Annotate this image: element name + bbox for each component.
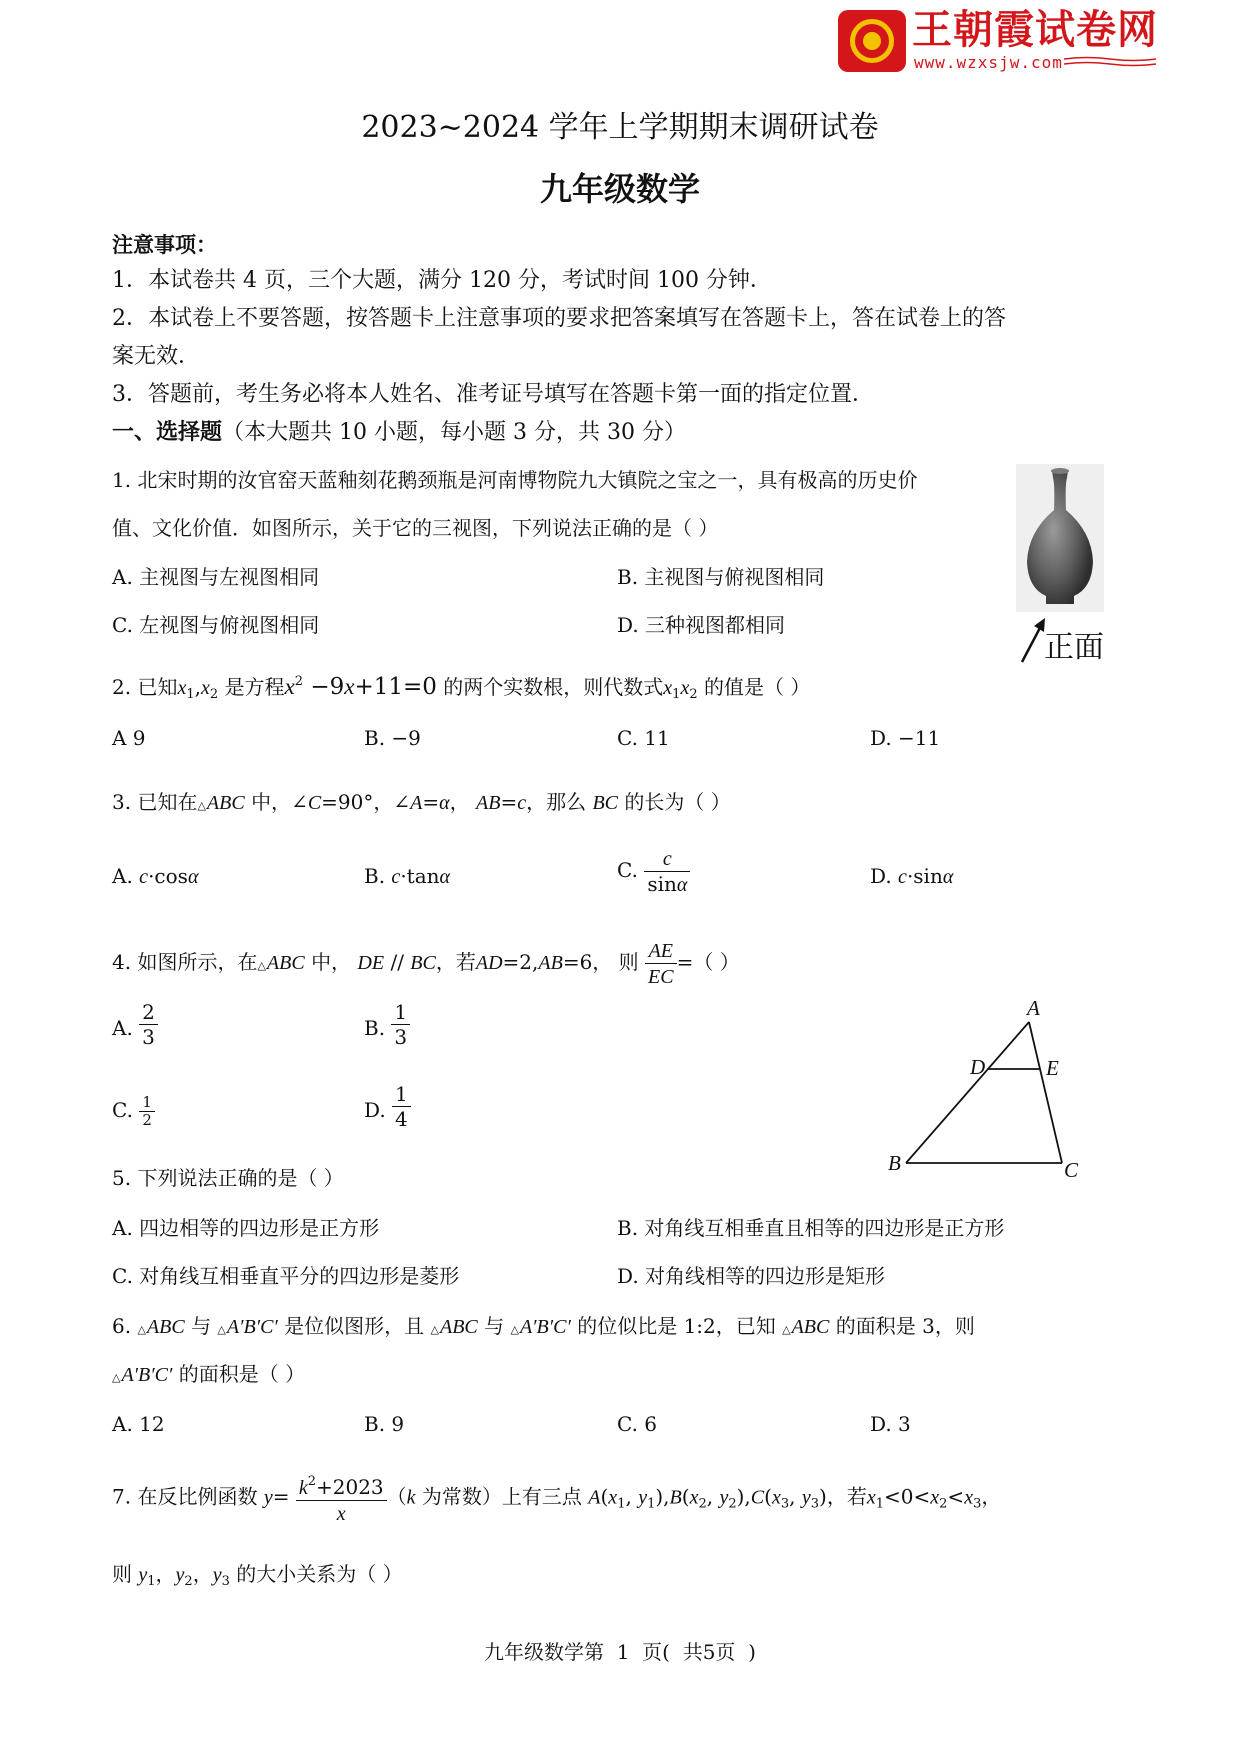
q3-option-c [617, 846, 690, 897]
q6-text-3: 是位似图形，且 [284, 1314, 425, 1338]
q3-option-d: D. c·sinα [870, 864, 954, 888]
q3-option-a: A. c·cosα [112, 864, 199, 888]
q3-text-2: 中， [251, 790, 292, 814]
q6-text-line2: 的面积是（ ） [178, 1362, 306, 1386]
q4-d-label: D. [364, 1098, 386, 1122]
q1-stem-line2: 值、文化价值．如图所示，关于它的三视图，下列说法正确的是（ ） [112, 516, 719, 540]
q5-stem: 5. 下列说法正确的是（ ） [112, 1166, 344, 1190]
q4-triangle-figure [880, 988, 1100, 1180]
q4-option-a [112, 1000, 158, 1049]
q7-function-fraction: $\frac{k^2+2023}{x}$ [296, 1470, 387, 1526]
triangle-side-ab [906, 1022, 1029, 1163]
q6-text-4: 与 [484, 1314, 505, 1338]
q1-option-c: C. 左视图与俯视图相同 [112, 613, 320, 637]
q2-text-1: 2. 已知 [112, 675, 178, 699]
q1-option-a: A. 主视图与左视图相同 [112, 565, 320, 589]
q4-d-den: 4 [395, 1107, 408, 1131]
q5-option-c: C. 对角线互相垂直平分的四边形是菱形 [112, 1264, 460, 1288]
q3-text-4: ， [449, 790, 470, 814]
brand-url: www.wzxsjw.com [914, 53, 1063, 72]
q3-text-1: 3. 已知在 [112, 790, 198, 814]
vase-photo [1016, 464, 1104, 612]
q2-option-c: C. 11 [617, 726, 670, 750]
q2-text-3: 的两个实数根，则代数式 [443, 675, 664, 699]
q6-option-a: A. 12 [112, 1412, 165, 1436]
q6-option-c: C. 6 [617, 1412, 658, 1436]
q4-ae-ec-fraction: $\frac{AE}{EC}$ [645, 938, 677, 989]
q2-text-2: 是方程 [224, 675, 285, 699]
q3-d-label: D. [870, 864, 892, 888]
q7-stem: 7. 在反比例函数 y= $\frac{k^2+2023}{x}$ （k 为常数）上有三点 $A(x_1$, $y_1),B(x_2$, $y_2),C(x_3$, $y_3$)，若$x_1<0<x_2<x_3$， [112, 1470, 1001, 1526]
q6-stem: 6. △ABC 与 △A′B′C′ 是位似图形，且 △ABC 与 △A′B′C′ 的位似比是 1:2，已知 △ABC 的面积是 3，则 [112, 1314, 975, 1338]
q4-c-label: C. [112, 1098, 133, 1122]
brand-name: 王朝霞试卷网 [912, 7, 1158, 53]
section-1-desc: （本大题共 10 小题，每小题 3 分，共 30 分） [222, 420, 686, 445]
q6-stem-line2: △A′B′C′ 的面积是（ ） [112, 1362, 306, 1386]
q1-option-b: B. 主视图与俯视图相同 [617, 565, 825, 589]
q7-text-3: 为常数）上有三点 [421, 1484, 582, 1509]
exam-title: 2023~2024 学年上学期期末调研试卷 [361, 110, 879, 145]
notice-item-2-cont: 案无效． [112, 344, 201, 369]
notice-item-2: 2．本试卷上不要答题，按答题卡上注意事项的要求把答案填写在答题卡上，答在试卷上的答 [112, 306, 1007, 331]
q4-b-num: 1 [391, 1000, 410, 1025]
q6-text-5: 的位似比是 [577, 1314, 678, 1338]
q4-option-c [112, 1094, 155, 1129]
point-c-label: C [1064, 1158, 1079, 1180]
q6-option-b: B. 9 [364, 1412, 405, 1436]
q3-stem: 3. 已知在△ABC 中，∠C=90°，∠A=α， AB=c，那么 BC 的长为（ ） [112, 790, 731, 814]
point-b-label: B [888, 1151, 901, 1175]
q5-option-d: D. 对角线相等的四边形是矩形 [617, 1264, 886, 1288]
section-1-title: 一、选择题 [112, 420, 223, 445]
q4-stem: 4. 如图所示，在△ABC 中， DE // BC，若AD=2,AB=6， 则 $\frac{AE}{EC}$ =（ ） [112, 940, 740, 988]
notice-item-1: 1．本试卷共 4 页，三个大题，满分 120 分，考试时间 100 分钟． [112, 268, 772, 293]
q4-a-label: A. [112, 1016, 133, 1040]
q4-text-4: ， 则 [592, 950, 639, 974]
q7-text-1: 7. 在反比例函数 [112, 1484, 258, 1509]
q4-option-d [364, 1082, 411, 1131]
q4-d-num: 1 [392, 1082, 411, 1107]
q2-stem: 2. 已知$x_1,x_2$ 是方程$x^2 -9x+11=0$ 的两个实数根，则代数式$x_1x_2$ 的值是（ ） [112, 674, 811, 702]
q1-stem-line1: 1. 北宋时期的汝官窑天蓝釉刻花鹅颈瓶是河南博物院九大镇院之宝之一，具有极高的历史价 [112, 468, 918, 492]
section-1-heading [112, 418, 686, 448]
q4-b-label: B. [364, 1016, 386, 1040]
exam-subject: 九年级数学 [539, 170, 700, 208]
brand-logo-badge [838, 10, 906, 72]
brand-seal-icon [838, 10, 906, 72]
q3-c-label: C. [617, 858, 638, 882]
q3-option-b: B. c·tanα [364, 864, 451, 888]
notice-heading: 注意事项： [112, 233, 217, 257]
triangle-side-ac [1029, 1022, 1062, 1163]
point-a-label: A [1027, 996, 1040, 1020]
q5-option-b: B. 对角线互相垂直且相等的四边形是正方形 [617, 1216, 1005, 1240]
q4-a-den: 3 [142, 1025, 155, 1049]
q6-text-6: ，已知 [715, 1314, 776, 1338]
q2-option-d: D. −11 [870, 726, 941, 750]
q7-text-2: （ [386, 1484, 407, 1509]
q7-text-line2b: 的大小关系为（ ） [236, 1562, 403, 1586]
q6-option-d: D. 3 [870, 1412, 911, 1436]
q1-option-d: D. 三种视图都相同 [617, 613, 786, 637]
q2-option-a: A 9 [112, 726, 146, 750]
q2-option-b: B. −9 [364, 726, 421, 750]
q4-text-3: ，若 [435, 950, 476, 974]
q4-a-num: 2 [139, 1000, 158, 1025]
q5-option-a: A. 四边相等的四边形是正方形 [112, 1216, 380, 1240]
q4-text-1: 4. 如图所示，在 [112, 950, 258, 974]
q3-text-5: ，那么 [526, 790, 587, 814]
vase-front-label: 正面 [1044, 630, 1104, 665]
q6-text-2: 与 [191, 1314, 212, 1338]
q3-b-label: B. [364, 864, 386, 888]
q6-text-8: ，则 [934, 1314, 975, 1338]
q4-text-5: =（ ） [676, 950, 740, 974]
q3-a-label: A. [112, 864, 133, 888]
q3-text-6: 的长为（ ） [624, 790, 731, 814]
notice-item-3: 3．答题前，考生务必将本人姓名、准考证号填写在答题卡第一面的指定位置． [112, 382, 874, 407]
q7-stem-line2: 则 $y_1$，$y_2$，$y_3$ 的大小关系为（ ） [112, 1562, 403, 1589]
q4-c-den: 2 [142, 1111, 152, 1129]
q4-b-den: 3 [394, 1025, 408, 1049]
q3-text-3: ， [373, 790, 394, 814]
brand-wave-icon [1064, 56, 1156, 68]
q3-c-fraction: $\frac{c}{\sin\alpha}$ [644, 846, 690, 897]
q4-text-2: 中， [311, 950, 352, 974]
point-d-label: D [970, 1055, 986, 1079]
q6-text-7: 的面积是 [835, 1314, 916, 1338]
q7-text-4: ，若 [826, 1484, 867, 1509]
page-footer: 九年级数学第 1 页( 共5页 ) [484, 1640, 756, 1664]
q4-c-num: 1 [139, 1094, 155, 1112]
q4-option-b [364, 1000, 410, 1049]
q6-text-1: 6. [112, 1314, 132, 1338]
point-e-label: E [1046, 1056, 1059, 1080]
q2-text-4: 的值是（ ） [703, 675, 811, 699]
q7-text-line2a: 则 [112, 1562, 132, 1586]
